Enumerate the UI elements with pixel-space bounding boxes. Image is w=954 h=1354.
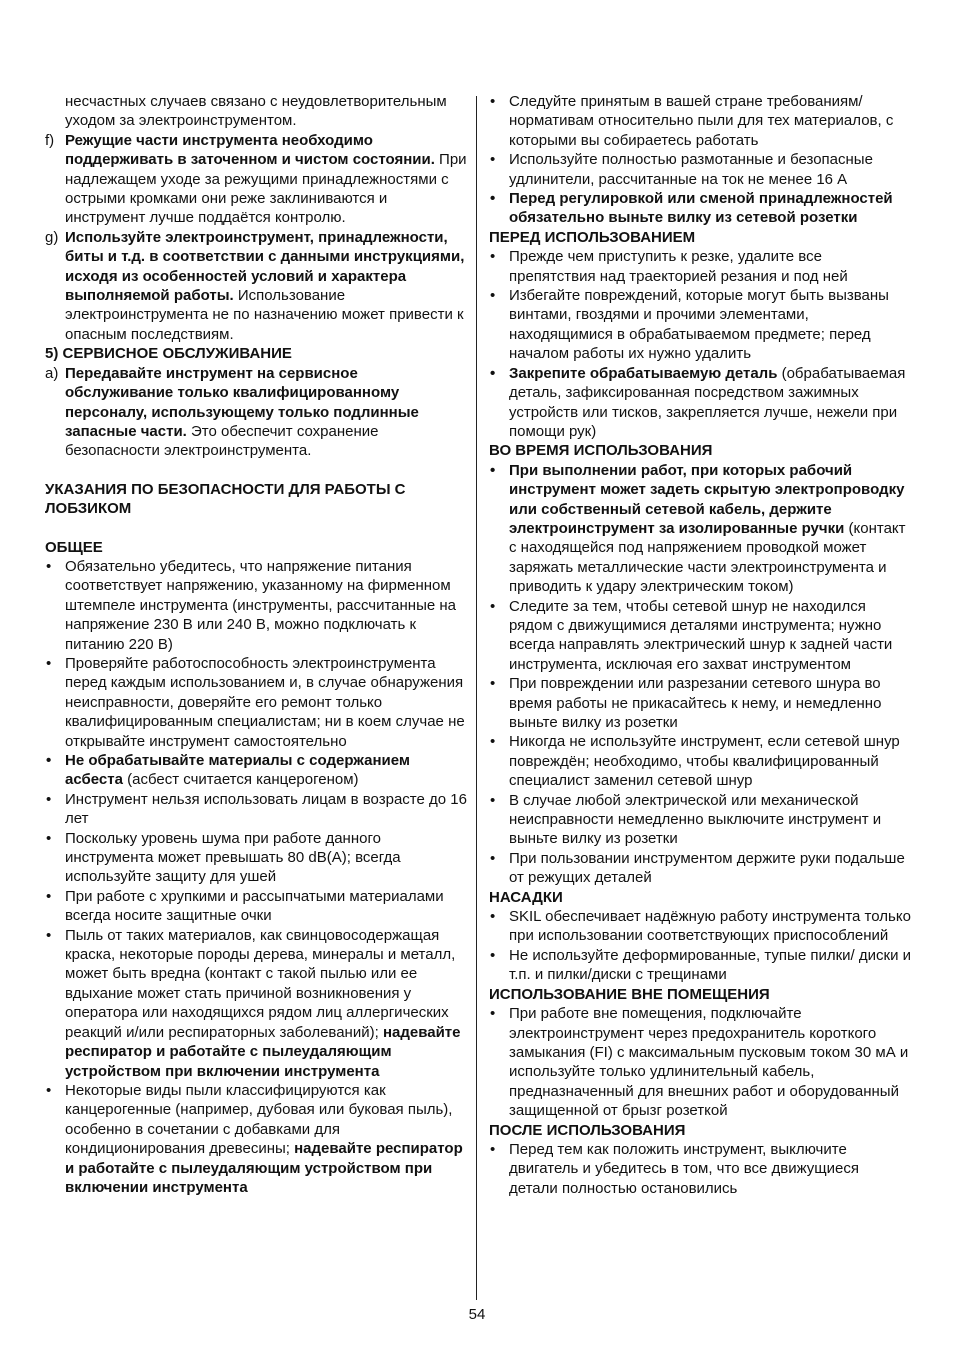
bullet-check-tool: • Проверяйте работоспособность электроинструмента перед каждым использованием и, в случае обнаружения неисправности, доверяйте его ремонт только квалифицированным специалистам; ни в коем случае не открывайте инструмент самостоятельно bbox=[45, 654, 467, 751]
rule-g: g) Используйте электроинструмент, принадлежности, биты и т.д. в соответствии с данными инструкциями, исходя из особенностей условий и характера выполняемой работы. Использование электроинструмента не по назначению может привести к опасным последствиям. bbox=[45, 228, 465, 343]
bullet-hands-away: • При пользовании инструментом держите руки подальше от режущих деталей bbox=[489, 849, 911, 888]
rule-f: f) Режущие части инструмента необходимо поддерживать в заточенном и чистом состоянии. При надлежащем уходе за режущими принадлежностями с острыми кромками они реже заклиниваются и инструмент лучше поддаётся контролю. bbox=[45, 131, 467, 227]
bullet-remove-obstacles: • Прежде чем приступить к резке, удалите все препятствия над траекторией резания и под ней bbox=[489, 247, 911, 286]
bullet-malfunction: • В случае любой электрической или механической неисправности немедленно выключите инструмент и выньте вилку из розетки bbox=[489, 791, 911, 849]
before-use-heading: ПЕРЕД ИСПОЛЬЗОВАНИЕМ bbox=[489, 228, 696, 246]
left-column bbox=[45, 92, 467, 1197]
page-number: 54 bbox=[468, 1306, 486, 1323]
after-use-heading: ПОСЛЕ ИСПОЛЬЗОВАНИЯ bbox=[489, 1121, 686, 1139]
general-heading: ОБЩЕЕ bbox=[45, 538, 103, 556]
bullet-blades: • Не используйте деформированные, тупые пилки/ диски и т.п. и пилки/диски с трещинами bbox=[489, 946, 911, 985]
bullet-carcinogenic-dust: • Некоторые виды пыли классифицируются как канцерогенные (например, дубовая или буковая пыль), особенно в сочетании с добавками для кондиционирования древесины; надевайте респиратор и работайте с пылеудаляющим устройством при включении инструмента bbox=[45, 1081, 467, 1197]
jigsaw-safety-heading: УКАЗАНИЯ ПО БЕЗОПАСНОСТИ ДЛЯ РАБОТЫ С ЛОБЗИКОМ bbox=[45, 480, 406, 518]
service-heading: 5) СЕРВИСНОЕ ОБСЛУЖИВАНИЕ bbox=[45, 345, 292, 363]
during-use-heading: ВО ВРЕМЯ ИСПОЛЬЗОВАНИЯ bbox=[489, 442, 713, 460]
bullet-dust-regulations: • Следуйте принятым в вашей стране требованиям/ нормативам относительно пыли для тех материалов, с которыми вы собираетесь работать bbox=[489, 92, 911, 150]
bullet-goggles: • При работе с хрупкими и рассыпчатыми материалами всегда носите защитные очки bbox=[45, 887, 467, 926]
bullet-cord-damaged: • Никогда не используйте инструмент, если сетевой шнур повреждён; необходимо, чтобы квалифицированный специалист заменил сетевой шнур bbox=[489, 732, 911, 790]
right-column bbox=[489, 92, 911, 1198]
bullet-age: • Инструмент нельзя использовать лицам в возрасте до 16 лет bbox=[45, 790, 467, 829]
bullet-noise: • Поскольку уровень шума при работе данного инструмента может превышать 80 dB(A); всегда используйте защиту для ушей bbox=[45, 829, 467, 887]
rule-a: a) Передавайте инструмент на сервисное обслуживание только квалифицированному персоналу, использующему только подлинные запасные части. Это обеспечит сохранение безопасности электроинструмента. bbox=[45, 364, 419, 460]
bullet-cord-away: • Следите за тем, чтобы сетевой шнур не находился рядом с движущимися деталями инструмента; нужно всегда направлять электрический шнур к задней части инструмента, исключая его захват инструментом bbox=[489, 597, 911, 675]
outdoor-use-heading: ИСПОЛЬЗОВАНИЕ ВНЕ ПОМЕЩЕНИЯ bbox=[489, 985, 770, 1003]
bullet-extension-cords: • Используйте полностью размотанные и безопасные удлинители, рассчитанные на ток не менее 16 A bbox=[489, 150, 911, 189]
bullet-voltage: • Обязательно убедитесь, что напряжение питания соответствует напряжению, указанному на фирменном штемпеле инструмента (инструменты, рассчитанные на напряжение 230 В или 240 В, можно подключать к питанию 220 В) bbox=[45, 557, 467, 654]
bullet-hidden-wiring: • При выполнении работ, при которых рабочий инструмент может задеть скрытую электропроводку или собственный сетевой кабель, держите электроинструмент за изолированные ручки (контакт с находящейся под напряжением проводкой может заряжать металлические части электроинструмента и приводить к удару электрическим током) bbox=[489, 461, 911, 597]
bullet-skil-accessories: • SKIL обеспечивает надёжную работу инструмента только при использовании соответствующих приспособлений bbox=[489, 907, 911, 946]
intro-continuation: несчастных случаев связано с неудовлетворительным уходом за электроинструментом. bbox=[65, 93, 447, 130]
bullet-avoid-damage: • Избегайте повреждений, которые могут быть вызваны винтами, гвоздями и прочими элементами, находящимися в обрабатываемом предмете; перед началом работы их нужно удалить bbox=[489, 286, 911, 364]
bullet-dust-harmful: • Пыль от таких материалов, как свинцовосодержащая краска, некоторые породы дерева, минералы и металл, может быть вредна (контакт с такой пылью или ее вдыхание может стать причиной возникновения у оператора или находящихся рядом лиц аллергических реакций и/или респираторных заболеваний); надевайте респиратор и работайте с пылеудаляющим устройством при включении инструмента bbox=[45, 926, 467, 1081]
bullet-cord-damaged-during: • При повреждении или разрезании сетевого шнура во время работы не прикасайтесь к нему, и немедленно выньте вилку из розетки bbox=[489, 674, 911, 732]
bullet-secure-workpiece: • Закрепите обрабатываемую деталь (обрабатываемая деталь, зафиксированная посредством зажимных устройств или тисков, закрепляется лучше, нежели при помощи рук) bbox=[489, 364, 911, 442]
bullet-unplug: • Перед регулировкой или сменой принадлежностей обязательно выньте вилку из сетевой розетки bbox=[489, 189, 911, 228]
bullet-asbestos: • Не обрабатывайте материалы с содержанием асбеста (асбест считается канцерогеном) bbox=[45, 751, 467, 790]
bullet-outdoor-fi: • При работе вне помещения, подключайте электроинструмент через предохранитель короткого замыкания (FI) с максимальным пусковым током 30 мА и используйте только удлинительный кабель, предназначенный для внешних работ и оборудованный защищенной от брызг розеткой bbox=[489, 1004, 911, 1120]
column-divider bbox=[476, 96, 477, 1300]
attachments-heading: НАСАДКИ bbox=[489, 888, 563, 906]
bullet-after-switch-off: • Перед тем как положить инструмент, выключите двигатель и убедитесь в том, что все движущиеся детали полностью остановились bbox=[489, 1140, 911, 1198]
